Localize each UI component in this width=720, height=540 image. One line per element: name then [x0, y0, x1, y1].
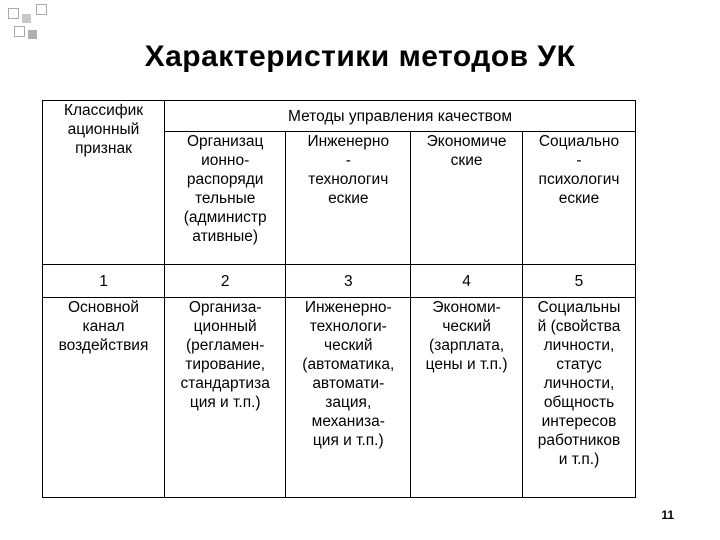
row-label: Основной канал воздействия: [43, 298, 165, 498]
corner-header: Классифик ационный признак: [43, 101, 165, 265]
column-number: 5: [522, 265, 635, 298]
column-number: 3: [286, 265, 411, 298]
table-cell: Социальны й (свойства личности, статус личности, общность интересов работников и т.п.): [522, 298, 635, 498]
deco-square: [28, 30, 37, 39]
table-cell: Инженерно- технологи- ческий (автоматика, автомати- зация, механиза- ция и т.п.): [286, 298, 411, 498]
deco-square: [36, 4, 47, 15]
method-header: Организац ионно- распоряди тельные (администр ативные): [165, 132, 286, 265]
table-cell: Экономи- ческий (зарплата, цены и т.п.): [411, 298, 523, 498]
deco-square: [8, 8, 19, 19]
method-header: Социально - психологич еские: [522, 132, 635, 265]
page-number: 11: [661, 508, 674, 522]
column-number: 1: [43, 265, 165, 298]
deco-square: [22, 14, 31, 23]
deco-square: [14, 26, 25, 37]
column-number: 2: [165, 265, 286, 298]
slide-title: Характеристики методов УК: [144, 40, 576, 73]
group-header: Методы управления качеством: [165, 101, 636, 132]
methods-table: [42, 100, 636, 498]
method-header: Инженерно - технологич еские: [286, 132, 411, 265]
table-cell: Организа- ционный (регламен- тирование, стандартиза ция и т.п.): [165, 298, 286, 498]
column-number: 4: [411, 265, 523, 298]
method-header: Экономиче ские: [411, 132, 523, 265]
